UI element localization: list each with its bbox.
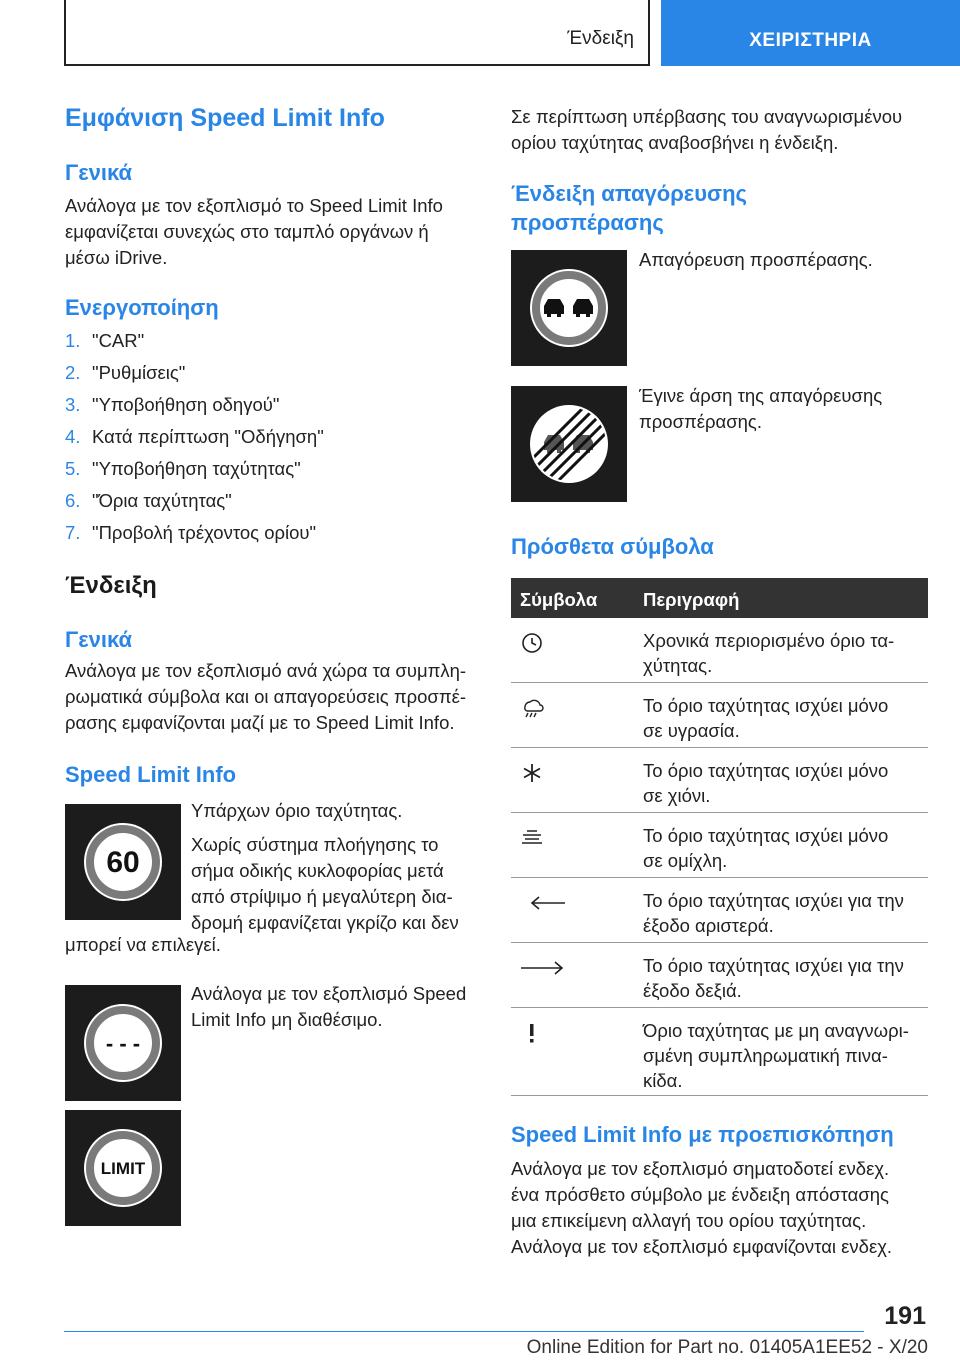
general-heading-2: Γενικά	[65, 627, 133, 652]
footer-divider	[64, 1331, 864, 1332]
end-no-passing-caption: Έγινε άρση της απαγόρευσης προσπέρασης.	[639, 385, 883, 432]
rain-icon	[519, 695, 545, 721]
table-row: Το όριο ταχύτητας ισχύει μόνο σε χιόνι.	[511, 748, 928, 813]
step-item: 5. "Υποβοήθηση ταχύτητας"	[65, 458, 301, 479]
general-paragraph-1: Ανάλογα με τον εξοπλισμό το Speed Limit Info εμφανίζεται συνεχώς στο ταμπλό οργάνων ή μέσω iDrive.	[65, 195, 443, 268]
table-row: Το όριο ταχύτητας ισχύει για την έξοδο αριστερά.	[511, 878, 928, 943]
table-row: Χρονικά περιορισμένο όριο τα- χύτητας.	[511, 618, 928, 683]
page-number: 191	[884, 1302, 926, 1330]
sign1-caption: Υπάρχων όριο ταχύτητας.	[191, 800, 403, 821]
fog-icon	[519, 825, 545, 851]
arrow-right-icon	[519, 955, 565, 981]
header-section-tab	[64, 0, 650, 66]
end-no-passing-sign	[511, 386, 627, 502]
table-row: Το όριο ταχύτητας ισχύει για την έξοδο δεξιά.	[511, 943, 928, 1008]
no-passing-caption: Απαγόρευση προσπέρασης.	[639, 249, 873, 270]
header-chapter-tab	[661, 0, 960, 66]
speed-limit-60-sign	[65, 804, 181, 920]
footer-edition: Online Edition for Part no. 01405A1EE52 - X/20	[526, 1337, 928, 1358]
general-heading-1: Γενικά	[65, 160, 133, 185]
header-chapter-label: ΧΕΙΡΙΣΤΗΡΙΑ	[749, 30, 872, 51]
sign2-note: Ανάλογα με τον εξοπλισμό Speed Limit Info μη διαθέσιμο.	[191, 983, 467, 1030]
intro-paragraph: Σε περίπτωση υπέρβασης του αναγνωρισμένου ορίου ταχύτητας αναβοσβήνει η ένδειξη.	[511, 106, 903, 153]
speed-limit-limit-sign	[65, 1110, 181, 1226]
general-paragraph-2: Ανάλογα με τον εξοπλισμό ανά χώρα τα συμπλη- ρωματικά σύμβολα και οι απαγορεύσεις προσπέ- ρασης εμφανίζονται μαζί με το Speed Limit Info.	[65, 660, 467, 733]
step-item: 3. "Υποβοήθηση οδηγού"	[65, 394, 280, 415]
speed-limit-info-heading: Speed Limit Info	[65, 762, 237, 787]
header-section-label: Ένδειξη	[567, 28, 634, 49]
arrow-left-icon	[519, 890, 565, 916]
col-symbols: Σύμβολα	[520, 589, 598, 610]
sign-60-value: 60	[106, 846, 140, 879]
snowflake-icon	[519, 760, 545, 786]
speed-limit-unavailable-sign	[65, 985, 181, 1101]
col-description: Περιγραφή	[643, 589, 740, 610]
clock-icon	[519, 630, 545, 656]
preview-heading: Speed Limit Info με προεπισκόπηση	[511, 1122, 894, 1147]
step-item: 7. "Προβολή τρέχοντος ορίου"	[65, 522, 317, 543]
sign1-note: Χωρίς σύστημα πλοήγησης το σήμα οδικής κυκλοφορίας μετά από στρίψιμο ή μεγαλύτερη δια- δρομή εμφανίζεται γκρίζο και δεν	[191, 834, 459, 933]
symbols-table-header	[511, 578, 928, 618]
preview-paragraph: Ανάλογα με τον εξοπλισμό σηματοδοτεί ενδεχ. ένα πρόσθετο σύμβολο με ένδειξη απόστασης μια επικείμενη αλλαγή του ορίου ταχύτητας. Ανάλογα με τον εξοπλισμό εμφανίζονται ενδεχ.	[511, 1158, 893, 1257]
table-row: Όριο ταχύτητας με μη αναγνωρι- σμένη συμπληρωματική πινα- κίδα.	[511, 1008, 928, 1096]
step-item: 6. "Όρια ταχύτητας"	[65, 490, 232, 511]
additional-symbols-heading: Πρόσθετα σύμβολα	[511, 534, 714, 559]
table-row: Το όριο ταχύτητας ισχύει μόνο σε υγρασία.	[511, 683, 928, 748]
step-item: 4. Κατά περίπτωση "Οδήγηση"	[65, 426, 324, 447]
step-item: 1. "CAR"	[65, 330, 145, 351]
exclamation-icon	[519, 1020, 545, 1046]
table-row: Το όριο ταχύτητας ισχύει μόνο σε ομίχλη.	[511, 813, 928, 878]
sign1-note-last: μπορεί να επιλεγεί.	[65, 934, 221, 955]
sign-unavailable-value: - - -	[105, 1031, 141, 1056]
sign-limit-value: LIMIT	[100, 1159, 146, 1178]
activation-heading: Ενεργοποίηση	[65, 295, 219, 320]
no-passing-sign	[511, 250, 627, 366]
step-item: 2. "Ρυθμίσεις"	[65, 362, 186, 383]
page-title: Εμφάνιση Speed Limit Info	[65, 104, 385, 132]
display-heading: Ένδειξη	[65, 572, 157, 599]
no-passing-heading: Ένδειξη απαγόρευσης προσπέρασης	[511, 181, 747, 235]
